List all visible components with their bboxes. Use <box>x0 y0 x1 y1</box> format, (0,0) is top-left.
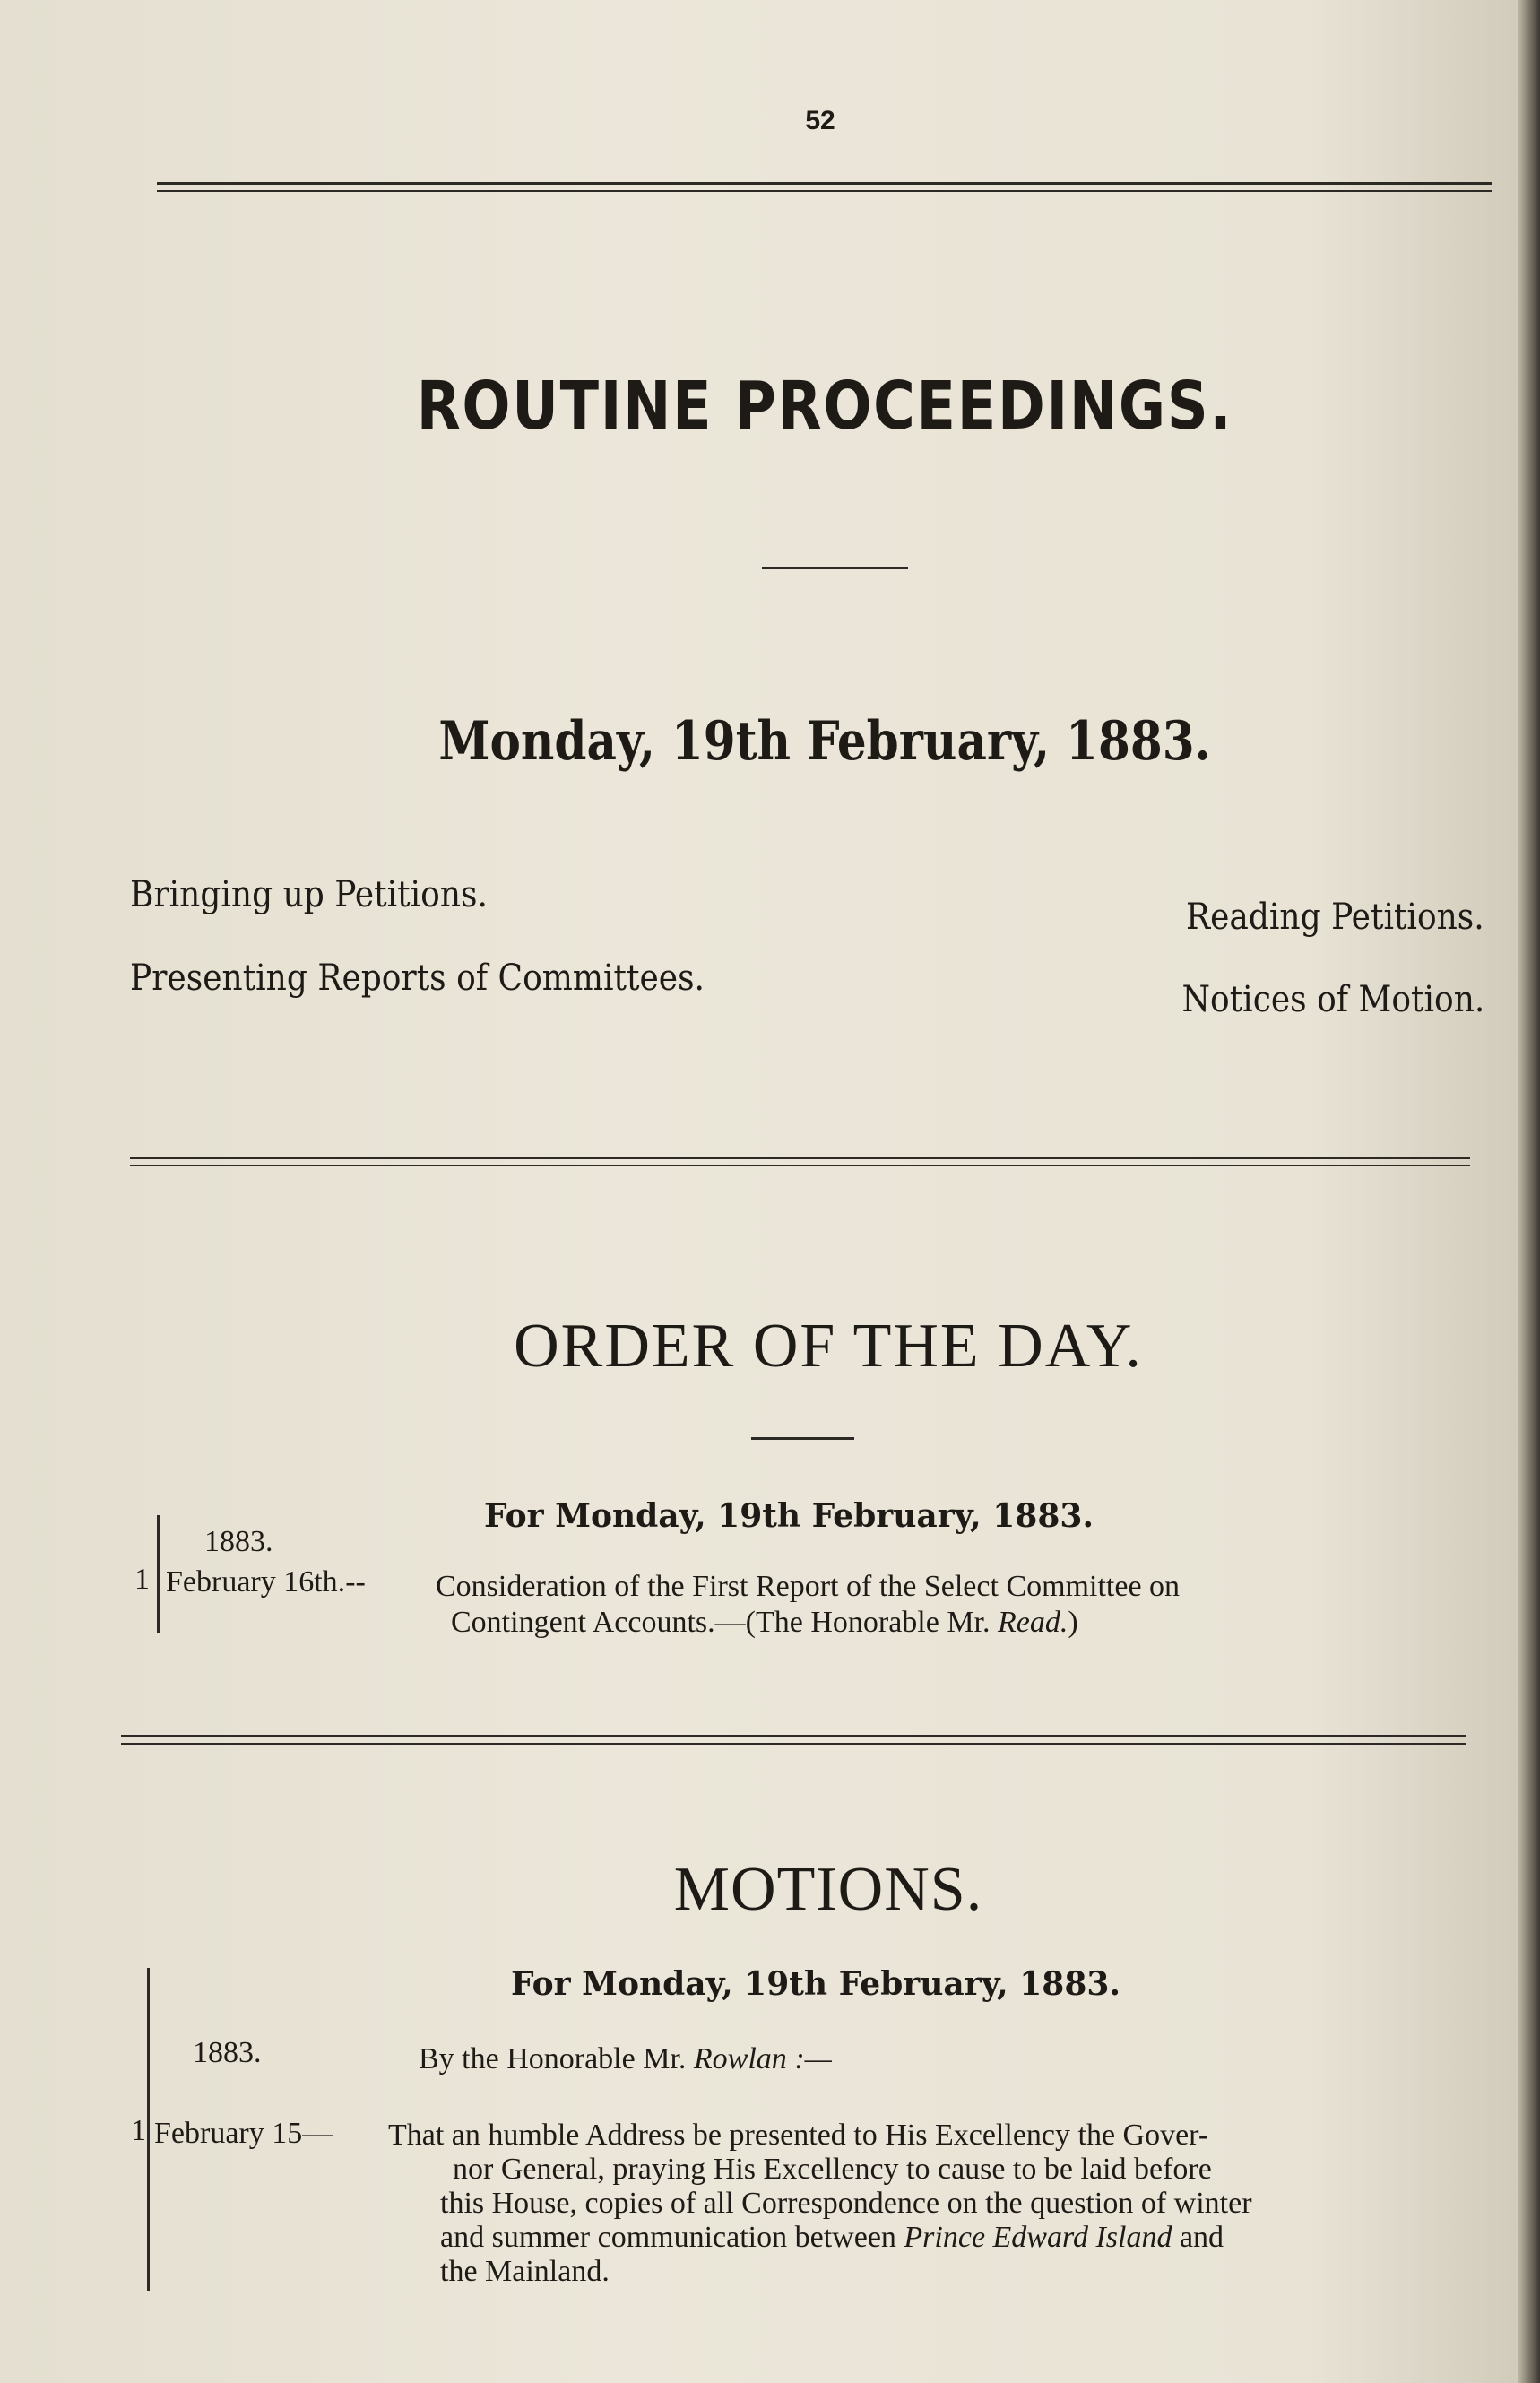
page-binding-edge <box>1518 0 1540 2383</box>
page-number: 52 <box>805 106 835 135</box>
motions-entry-dash: — <box>302 2117 333 2150</box>
motions-entry-line4 <box>440 2220 1224 2256</box>
motions-entry-line1: That an humble Address be presented to His Excellency the Gover- <box>388 2119 1209 2152</box>
motions-entry-line4-start: and summer communication between <box>440 2221 904 2254</box>
routine-item-presenting-reports: Presenting Reports of Committees. <box>130 958 705 999</box>
motions-for-date: For Monday, 19th February, 1883. <box>511 1965 1120 2003</box>
routine-item-bringing-up-petitions: Bringing up Petitions. <box>130 874 488 915</box>
motions-entry-line5: the Mainland. <box>440 2255 610 2288</box>
title-short-rule <box>762 567 908 569</box>
motions-mover <box>419 2041 832 2077</box>
motions-mover-prefix: By the Honorable Mr. <box>419 2042 694 2075</box>
motions-year: 1883. <box>193 2036 262 2069</box>
routine-item-notices-of-motion: Notices of Motion. <box>1181 979 1484 1020</box>
order-of-the-day-title: ORDER OF THE DAY. <box>514 1312 1143 1381</box>
motions-entry-date-text: February 15 <box>154 2117 303 2150</box>
order-entry-number: 1 <box>134 1563 150 1596</box>
motions-entry-number: 1 <box>131 2114 146 2147</box>
order-entry-text-line2-end: ) <box>1068 1606 1078 1639</box>
routine-proceedings-title: ROUTINE PROCEEDINGS. <box>416 368 1233 445</box>
order-entry-dash: -- <box>345 1565 366 1599</box>
order-for-date: For Monday, 19th February, 1883. <box>484 1497 1094 1535</box>
sitting-date: Monday, 19th February, 1883. <box>438 710 1211 773</box>
order-entry-text-line2 <box>451 1605 1078 1641</box>
order-entry-member-name: Read. <box>998 1606 1068 1639</box>
motions-mover-name: Rowlan <box>693 2042 787 2075</box>
motions-margin-line <box>147 1968 150 2291</box>
order-entry-date <box>166 1564 366 1600</box>
order-entry-text-line2-start: Contingent Accounts.—(The Honorable Mr. <box>451 1606 999 1639</box>
order-double-rule <box>121 1735 1466 1746</box>
order-short-rule <box>751 1437 854 1440</box>
motions-entry-place-name: Prince Edward Island <box>904 2221 1172 2254</box>
motions-entry-date <box>154 2116 333 2152</box>
order-entry-date-text: February 16th. <box>166 1565 346 1599</box>
order-entry-text-line1: Consideration of the First Report of the Select Committee on <box>436 1570 1181 1603</box>
header-double-rule <box>157 182 1492 193</box>
order-year: 1883. <box>204 1525 273 1558</box>
motions-entry-line4-end: and <box>1172 2221 1224 2254</box>
motions-mover-suffix: :— <box>786 2042 832 2075</box>
routine-item-reading-petitions: Reading Petitions. <box>1186 897 1484 938</box>
motions-entry-line3: this House, copies of all Correspondence on the question of winter <box>440 2187 1252 2220</box>
motions-entry-line2: nor General, praying His Excellency to cause to be laid before <box>453 2153 1212 2186</box>
motions-title: MOTIONS. <box>673 1855 983 1924</box>
section-double-rule <box>130 1157 1470 1167</box>
order-margin-line <box>157 1515 160 1633</box>
